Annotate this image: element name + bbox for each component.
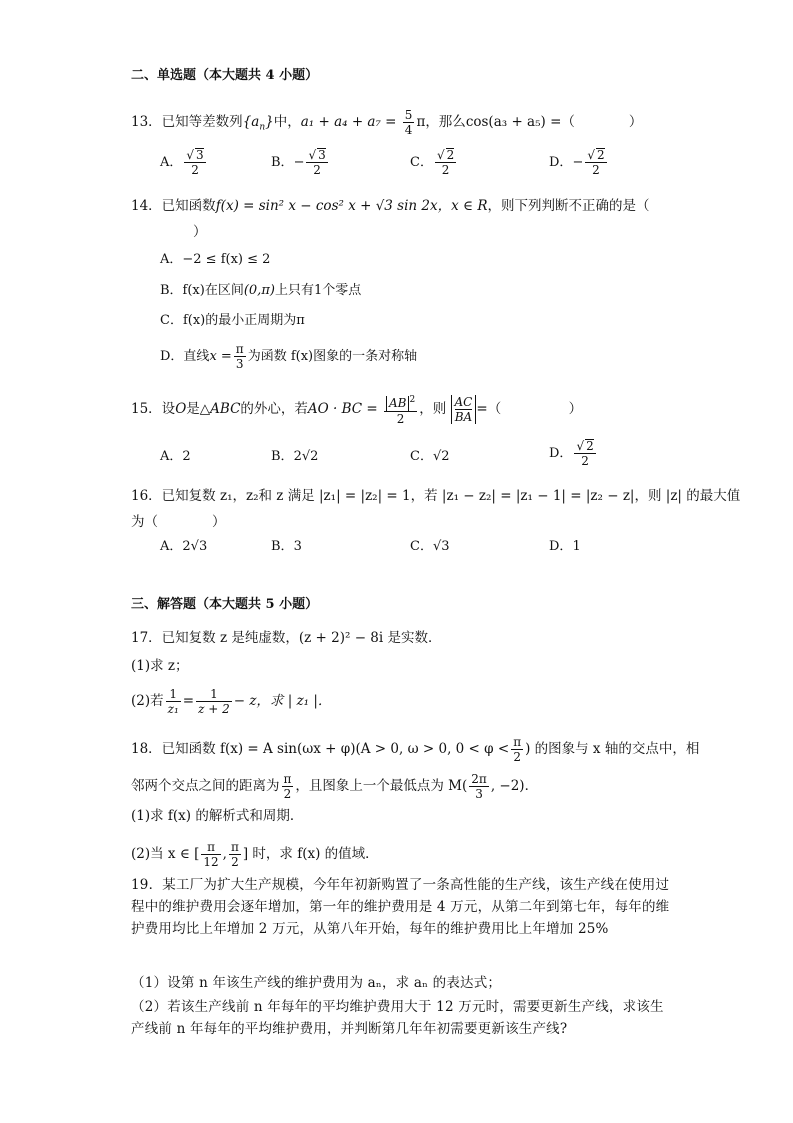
q14-tail: ，则下列判断不正确的是（ [487,198,650,214]
q15-answer-blank: （ ） [487,401,583,417]
q15-ratio: $\frac{AC}{BA}$ [451,395,477,424]
q13-answer-blank: （ ） [561,114,643,130]
q16-option-a[interactable]: A．2√3 [160,539,208,554]
q13-fraction: $\frac{5}{4}$ [404,108,413,137]
q14-paren-close: ） [193,224,207,240]
q13-option-b[interactable]: B．− $\frac{√ 3}{2}$ [271,148,326,177]
q13-pi: π [416,114,426,130]
q16-options [0,537,793,559]
section-heading-solutions: 三、解答题（本大题共 5 小题） [131,597,319,612]
question-19-stem: 19．某工厂为扩大生产规模，今年年初新购置了一条高性能的生产线，该生产线在使用过程中的维护费用会逐年增加，第一年的维护费用是 4 万元，从第二年到第七年，每年的维护费用均比上年增加 2 万元，从第八年开始，每年的维护费用比上年增加 25% [131,877,670,937]
q13-lead: 13．已知等差数列 [131,114,243,130]
q14-option-d[interactable]: D．直线x = $\frac{\pi}{3}$ 为函数 f(x)图象的一条对称轴 [160,342,418,371]
q14-domain: ，x ∈ R [437,198,488,214]
q16-option-b[interactable]: B．3 [271,539,302,554]
q13-mid: 中， [273,114,301,130]
q13-tail: ，那么 [425,114,466,130]
q13-option-d[interactable]: D．− $\frac{√ 2}{2}$ [549,148,605,177]
question-14-stem [131,196,793,216]
q15-option-a[interactable]: A．2 [160,449,191,464]
question-18-stem: 18．已知函数 f(x) = A sin(ωx + φ)(A > 0, ω > 0, 0 < φ < $\frac{\pi}{2}$ ) 的图象与 x 轴的交点中，相 [131,735,700,764]
q19-part-2: （2）若该生产线前 n 年每年的平均维护费用大于 12 万元时，需要更新生产线，求该生产线前 n 年每年的平均维护费用，并判断第几年年初需要更新该生产线? [131,999,664,1037]
question-16-stem: 16．已知复数 z₁，z₂和 z 满足 |z₁| = |z₂| = 1，若 |z₁ − z₂| = |z₁ − 1| = |z₂ − z|，则 |z| 的最大值 [131,488,741,504]
q13-expression: cos(a₃ + a₅) = [465,114,562,130]
q15-dot-product: AO · BC = [307,401,378,417]
q15-options [0,439,793,481]
question-16-stem-cont: 为（ ） [131,514,226,530]
q16-option-c[interactable]: C．√3 [410,539,450,554]
q13-condition: a₁ + a₄ + a₇ = [300,114,397,130]
q14-option-c[interactable]: C．f(x)的最小正周期为π [160,313,305,328]
question-18-stem-cont: 邻两个交点之间的距离为 $\frac{\pi}{2}$ ，且图象上一个最低点为 M( $\frac{2\pi}{3}$ , −2)． [131,772,539,801]
q14-option-b[interactable]: B．f(x)在区间(0,π)上只有1个零点 [160,283,362,298]
q15-fraction: $\frac{AB ^2}{2}$ [384,393,417,426]
question-17-stem: 17．已知复数 z 是纯虚数，(z + 2)² − 8i 是实数． [131,630,442,646]
q14-function: f(x) = sin² x − cos² x + √3 sin 2x [215,198,438,214]
q18-part-2: (2)当 x ∈ [ $\frac{\pi}{12}$ , $\frac{\pi}{2}$ ] 时，求 f(x) 的值域． [131,840,379,869]
q16-option-d[interactable]: D．1 [549,539,581,554]
q18-part-1: (1)求 f(x) 的解析式和周期． [131,808,304,824]
q14-option-a[interactable]: A．−2 ≤ f(x) ≤ 2 [160,252,271,267]
q13-sequence: $\{a_n\}$ [242,114,274,133]
q17-part-1: (1)求 z； [131,658,189,674]
q15-option-d[interactable]: D． $\frac{√ 2}{2}$ [549,439,594,468]
q15-option-b[interactable]: B．2√2 [271,449,319,464]
q13-option-a[interactable]: A． $\frac{√ 3}{2}$ [160,148,204,177]
question-15-stem: 15．设O是△ABC的外心，若AO · BC = $\frac{AB ^2}{2}$ ，则 $\frac{AC}{BA}=$（ ） [131,395,583,426]
section-heading-single-choice: 二、单选题（本大题共 4 小题） [131,68,319,83]
q19-part-1: （1）设第 n 年该生产线的维护费用为 aₙ，求 aₙ 的表达式； [131,975,502,991]
question-13-stem [131,108,793,138]
q14-lead: 14．已知函数 [131,198,216,214]
q15-option-c[interactable]: C．√2 [410,449,450,464]
q13-options [0,148,793,182]
q13-option-c[interactable]: C． $\frac{√ 2}{2}$ [410,148,455,177]
q17-part-2: (2)若 $\frac{1}{\text{z₁}}$ = $\frac{1}{z + 2}$ − z，求 | z₁ |． [131,687,332,716]
